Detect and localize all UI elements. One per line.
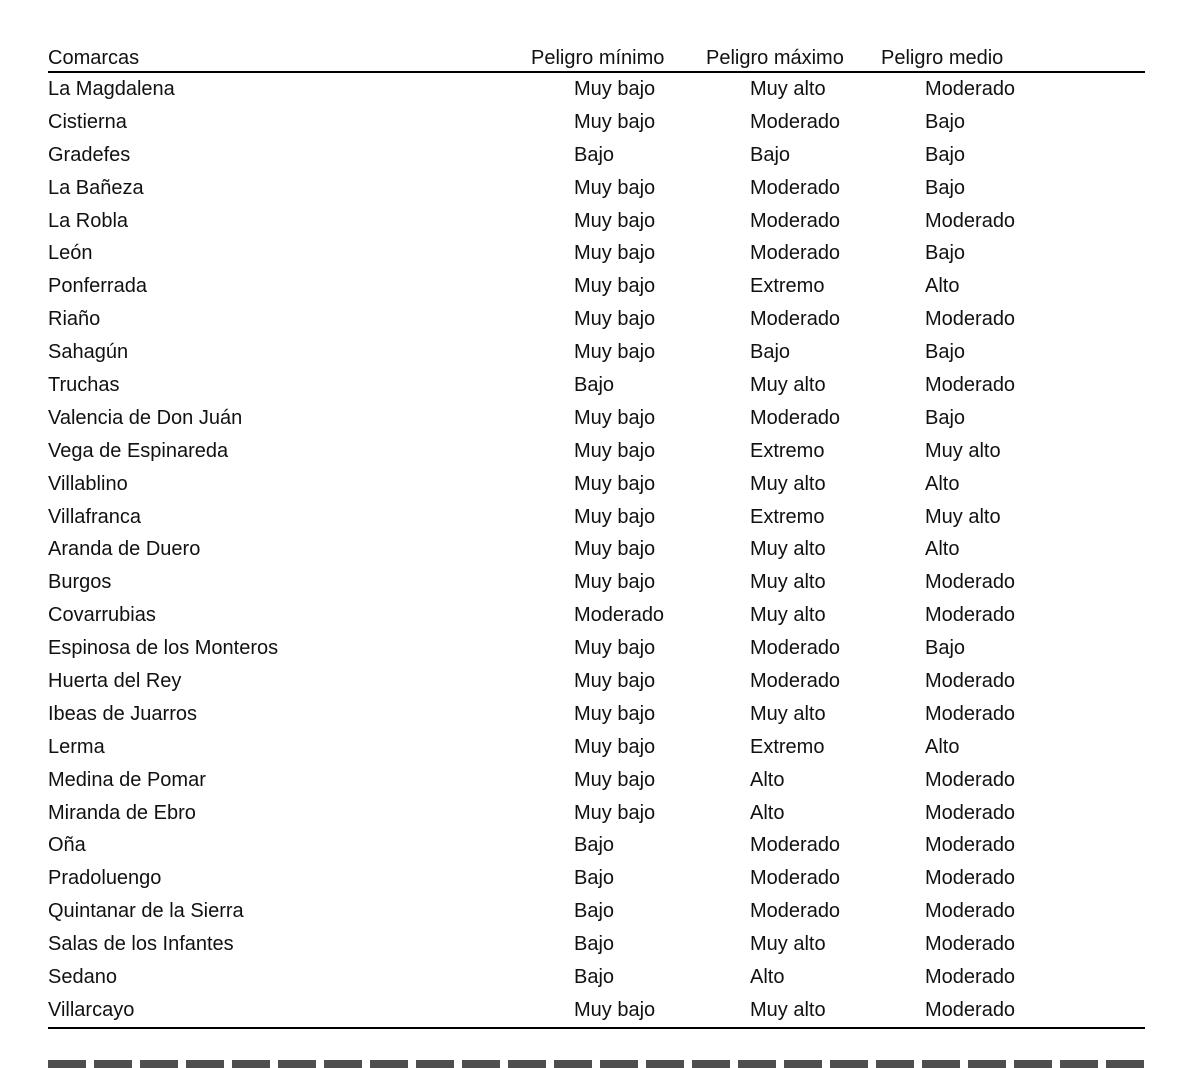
peligro-minimo-cell: Moderado [574, 604, 665, 627]
peligro-maximo-cell: Moderado [750, 669, 841, 692]
peligro-medio-cell: Moderado [925, 834, 1016, 857]
comarca-cell: Valencia de Don Juán [48, 406, 243, 429]
peligro-medio-cell: Bajo [925, 406, 966, 429]
table-row [48, 435, 1145, 468]
table-row [48, 172, 1145, 205]
table-row [48, 961, 1145, 994]
peligro-medio-cell: Moderado [925, 308, 1016, 331]
peligro-maximo-cell: Moderado [750, 900, 841, 923]
peligro-maximo-cell: Muy alto [750, 472, 826, 495]
peligro-minimo-cell: Muy bajo [574, 472, 656, 495]
peligro-maximo-cell: Muy alto [750, 77, 826, 100]
peligro-medio-cell: Bajo [925, 143, 966, 166]
peligro-minimo-cell: Muy bajo [574, 406, 656, 429]
comarca-cell: Burgos [48, 571, 112, 594]
table-row [48, 632, 1145, 665]
comarca-cell: Espinosa de los Monteros [48, 637, 279, 660]
peligro-minimo-cell: Muy bajo [574, 571, 656, 594]
table-row [48, 468, 1145, 501]
peligro-medio-cell: Bajo [925, 341, 966, 364]
comarca-cell: Truchas [48, 373, 120, 396]
peligro-minimo-cell: Muy bajo [531, 994, 706, 1028]
comarca-cell: Aranda de Duero [48, 538, 201, 561]
peligro-maximo-cell: Bajo [750, 143, 791, 166]
peligro-medio-cell: Moderado [925, 801, 1016, 824]
header-peligro-medio: Peligro medio [881, 40, 1145, 72]
peligro-medio-cell: Alto [925, 735, 960, 758]
peligro-maximo-cell: Alto [750, 801, 785, 824]
peligro-maximo-cell: Muy alto [750, 933, 826, 956]
comarca-cell: Pradoluengo [48, 867, 162, 890]
comarca-cell: Medina de Pomar [48, 768, 206, 791]
peligro-maximo-cell: Muy alto [750, 604, 826, 627]
peligro-minimo-cell: Bajo [574, 965, 615, 988]
comarca-cell: Vega de Espinareda [48, 439, 229, 462]
table-row [48, 336, 1145, 369]
comarca-cell: León [48, 242, 93, 265]
table-row [48, 270, 1145, 303]
peligro-minimo-cell: Bajo [574, 143, 615, 166]
header-row [48, 40, 1145, 72]
table-row [48, 205, 1145, 238]
table-row [48, 303, 1145, 336]
cropped-footnote-fragment [48, 1060, 1145, 1068]
peligro-medio-cell: Bajo [925, 176, 966, 199]
peligro-maximo-cell: Muy alto [750, 571, 826, 594]
peligro-medio-cell: Moderado [925, 965, 1016, 988]
comarca-cell: Riaño [48, 308, 101, 331]
comarca-cell: Villablino [48, 472, 128, 495]
peligro-minimo-cell: Muy bajo [574, 801, 656, 824]
peligro-medio-cell: Bajo [925, 242, 966, 265]
hazard-table-container [48, 40, 1145, 1029]
comarca-cell: Quintanar de la Sierra [48, 900, 244, 923]
table-row [48, 237, 1145, 270]
comarca-cell: Huerta del Rey [48, 669, 182, 692]
peligro-maximo-cell: Moderado [750, 176, 841, 199]
comarca-cell: Covarrubias [48, 604, 156, 627]
peligro-minimo-cell: Muy bajo [574, 637, 656, 660]
comarca-cell: La Bañeza [48, 176, 144, 199]
table-row [48, 928, 1145, 961]
peligro-minimo-cell: Muy bajo [574, 275, 656, 298]
table-row [48, 862, 1145, 895]
table-row [48, 106, 1145, 139]
peligro-maximo-cell: Moderado [750, 209, 841, 232]
hazard-table [48, 40, 1145, 1029]
peligro-minimo-cell: Muy bajo [574, 341, 656, 364]
peligro-medio-cell: Muy alto [925, 439, 1001, 462]
peligro-minimo-cell: Bajo [574, 834, 615, 857]
peligro-medio-cell: Moderado [925, 209, 1016, 232]
header-peligro-minimo: Peligro mínimo [531, 40, 706, 72]
peligro-minimo-cell: Bajo [574, 900, 615, 923]
peligro-minimo-cell: Muy bajo [574, 77, 656, 100]
header-peligro-maximo: Peligro máximo [706, 40, 881, 72]
peligro-maximo-cell: Muy alto [750, 538, 826, 561]
peligro-medio-cell: Moderado [925, 669, 1016, 692]
peligro-maximo-cell: Bajo [750, 341, 791, 364]
peligro-medio-cell: Alto [925, 275, 960, 298]
peligro-minimo-cell: Bajo [574, 373, 615, 396]
peligro-maximo-cell: Extremo [750, 275, 825, 298]
peligro-maximo-cell: Muy alto [750, 373, 826, 396]
comarca-cell: Miranda de Ebro [48, 801, 196, 824]
table-row [48, 599, 1145, 632]
table-header [48, 40, 1145, 72]
peligro-minimo-cell: Bajo [574, 867, 615, 890]
table-row [48, 895, 1145, 928]
peligro-maximo-cell: Extremo [750, 505, 825, 528]
peligro-minimo-cell: Muy bajo [574, 702, 656, 725]
comarca-cell: Ibeas de Juarros [48, 702, 197, 725]
comarca-cell: Salas de los Infantes [48, 933, 234, 956]
peligro-maximo-cell: Moderado [750, 308, 841, 331]
peligro-medio-cell: Bajo [925, 110, 966, 133]
comarca-cell: Sedano [48, 965, 117, 988]
peligro-medio-cell: Moderado [925, 702, 1016, 725]
comarca-cell: Ponferrada [48, 275, 147, 298]
peligro-medio-cell: Alto [925, 538, 960, 561]
table-row [48, 764, 1145, 797]
table-row [48, 533, 1145, 566]
comarca-cell: Sahagún [48, 341, 129, 364]
peligro-maximo-cell: Moderado [750, 242, 841, 265]
peligro-medio-cell: Bajo [925, 637, 966, 660]
peligro-minimo-cell: Muy bajo [574, 505, 656, 528]
table-row [48, 829, 1145, 862]
peligro-minimo-cell: Muy bajo [574, 735, 656, 758]
peligro-minimo-cell: Muy bajo [574, 669, 656, 692]
peligro-medio-cell: Moderado [881, 994, 1145, 1028]
comarca-cell: Lerma [48, 735, 105, 758]
comarca-cell: La Robla [48, 209, 129, 232]
table-row [48, 501, 1145, 534]
peligro-minimo-cell: Bajo [574, 933, 615, 956]
table-row [48, 731, 1145, 764]
peligro-maximo-cell: Muy alto [750, 702, 826, 725]
table-row [48, 994, 1145, 1028]
table-row [48, 698, 1145, 731]
table-row [48, 139, 1145, 172]
header-comarcas: Comarcas [48, 40, 531, 72]
peligro-maximo-cell: Moderado [750, 406, 841, 429]
table-row [48, 665, 1145, 698]
peligro-maximo-cell: Moderado [750, 637, 841, 660]
table-row [48, 566, 1145, 599]
peligro-maximo-cell: Alto [750, 965, 785, 988]
peligro-medio-cell: Moderado [925, 77, 1016, 100]
table-row [48, 369, 1145, 402]
peligro-minimo-cell: Muy bajo [574, 110, 656, 133]
table-row [48, 72, 1145, 106]
peligro-maximo-cell: Extremo [750, 735, 825, 758]
peligro-maximo-cell: Moderado [750, 867, 841, 890]
peligro-minimo-cell: Muy bajo [574, 176, 656, 199]
table-row [48, 797, 1145, 830]
peligro-medio-cell: Alto [925, 472, 960, 495]
peligro-medio-cell: Moderado [925, 900, 1016, 923]
comarca-cell: Oña [48, 834, 86, 857]
table-body [48, 72, 1145, 1028]
comarca-cell: Villarcayo [48, 994, 531, 1028]
peligro-medio-cell: Moderado [925, 373, 1016, 396]
comarca-cell: La Magdalena [48, 77, 175, 100]
peligro-medio-cell: Moderado [925, 933, 1016, 956]
peligro-minimo-cell: Muy bajo [574, 768, 656, 791]
cropped-title-fragment [420, 0, 640, 4]
peligro-maximo-cell: Alto [750, 768, 785, 791]
comarca-cell: Gradefes [48, 143, 131, 166]
table-row [48, 402, 1145, 435]
peligro-maximo-cell: Muy alto [706, 994, 881, 1028]
peligro-maximo-cell: Moderado [750, 834, 841, 857]
peligro-medio-cell: Moderado [925, 768, 1016, 791]
peligro-minimo-cell: Muy bajo [574, 308, 656, 331]
peligro-maximo-cell: Extremo [750, 439, 825, 462]
comarca-cell: Cistierna [48, 110, 127, 133]
peligro-medio-cell: Moderado [925, 571, 1016, 594]
peligro-medio-cell: Moderado [925, 604, 1016, 627]
peligro-minimo-cell: Muy bajo [574, 209, 656, 232]
peligro-minimo-cell: Muy bajo [574, 439, 656, 462]
peligro-minimo-cell: Muy bajo [574, 538, 656, 561]
peligro-medio-cell: Moderado [925, 867, 1016, 890]
peligro-medio-cell: Muy alto [925, 505, 1001, 528]
peligro-maximo-cell: Moderado [750, 110, 841, 133]
peligro-minimo-cell: Muy bajo [574, 242, 656, 265]
comarca-cell: Villafranca [48, 505, 142, 528]
